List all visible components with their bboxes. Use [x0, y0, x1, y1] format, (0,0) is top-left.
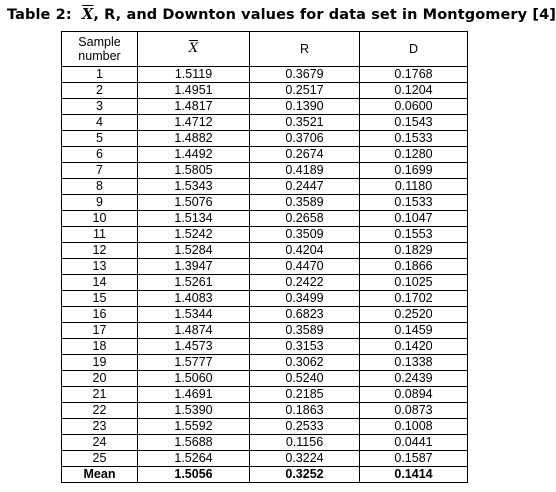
cell-sample-number: 12	[62, 243, 138, 259]
cell-r: 0.3499	[250, 291, 360, 307]
cell-r: 0.4204	[250, 243, 360, 259]
header-r: R	[250, 32, 360, 67]
cell-d: 0.0600	[360, 99, 468, 115]
cell-d: 0.1587	[360, 451, 468, 467]
cell-xbar: 1.5060	[138, 371, 250, 387]
caption-xbar-symbol: $\overline{X}$	[82, 6, 94, 23]
cell-r: 0.2658	[250, 211, 360, 227]
table-row	[62, 227, 468, 243]
cell-xbar: 1.4083	[138, 291, 250, 307]
table-row	[62, 99, 468, 115]
cell-xbar: 1.5242	[138, 227, 250, 243]
cell-xbar: 1.5284	[138, 243, 250, 259]
cell-r: 0.3589	[250, 323, 360, 339]
cell-d: 0.1829	[360, 243, 468, 259]
table-row	[62, 147, 468, 163]
table-row	[62, 195, 468, 211]
cell-r: 0.4189	[250, 163, 360, 179]
cell-xbar: 1.5390	[138, 403, 250, 419]
cell-sample-number: 4	[62, 115, 138, 131]
table-row	[62, 323, 468, 339]
table-row	[62, 163, 468, 179]
table-row	[62, 387, 468, 403]
cell-d: 0.1768	[360, 67, 468, 83]
cell-sample-number: 7	[62, 163, 138, 179]
cell-sample-number: 11	[62, 227, 138, 243]
cell-xbar: 1.4882	[138, 131, 250, 147]
table-row	[62, 83, 468, 99]
cell-xbar: 1.5134	[138, 211, 250, 227]
cell-xbar: 1.5688	[138, 435, 250, 451]
cell-sample-number: 20	[62, 371, 138, 387]
cell-xbar: 1.4691	[138, 387, 250, 403]
table-row	[62, 243, 468, 259]
cell-xbar: 1.5119	[138, 67, 250, 83]
cell-r: 0.3153	[250, 339, 360, 355]
cell-d: 0.1866	[360, 259, 468, 275]
cell-d: 0.1459	[360, 323, 468, 339]
cell-sample-number: 18	[62, 339, 138, 355]
header-sample-line1: Sample	[78, 35, 121, 49]
table-body	[62, 67, 468, 483]
cell-r: 0.2674	[250, 147, 360, 163]
cell-r: 0.4470	[250, 259, 360, 275]
table-row	[62, 371, 468, 387]
cell-r: 0.3589	[250, 195, 360, 211]
cell-sample-number: 1	[62, 67, 138, 83]
cell-r: 0.1156	[250, 435, 360, 451]
cell-xbar: 1.5344	[138, 307, 250, 323]
table-row	[62, 307, 468, 323]
table-row	[62, 115, 468, 131]
cell-sample-number: 9	[62, 195, 138, 211]
cell-d: 0.1280	[360, 147, 468, 163]
cell-r: 0.3224	[250, 451, 360, 467]
mean-cell-xbar: 1.5056	[138, 467, 250, 483]
cell-sample-number: 5	[62, 131, 138, 147]
cell-sample-number: 25	[62, 451, 138, 467]
cell-d: 0.1543	[360, 115, 468, 131]
cell-sample-number: 16	[62, 307, 138, 323]
cell-xbar: 1.4712	[138, 115, 250, 131]
table-caption	[7, 6, 556, 23]
cell-d: 0.2520	[360, 307, 468, 323]
cell-d: 0.1008	[360, 419, 468, 435]
cell-r: 0.2517	[250, 83, 360, 99]
table-row	[62, 355, 468, 371]
cell-r: 0.2533	[250, 419, 360, 435]
data-table	[61, 31, 468, 483]
cell-d: 0.1338	[360, 355, 468, 371]
header-sample-line2: number	[78, 49, 121, 63]
cell-r: 0.2185	[250, 387, 360, 403]
cell-d: 0.0441	[360, 435, 468, 451]
header-d: D	[360, 32, 468, 67]
cell-sample-number: 17	[62, 323, 138, 339]
cell-d: 0.2439	[360, 371, 468, 387]
table-row	[62, 259, 468, 275]
cell-r: 0.5240	[250, 371, 360, 387]
cell-sample-number: 2	[62, 83, 138, 99]
cell-d: 0.0894	[360, 387, 468, 403]
table-row	[62, 339, 468, 355]
cell-sample-number: 23	[62, 419, 138, 435]
header-xbar: $\overline{X}$	[138, 32, 250, 67]
cell-xbar: 1.5592	[138, 419, 250, 435]
cell-sample-number: 3	[62, 99, 138, 115]
cell-d: 0.1699	[360, 163, 468, 179]
cell-d: 0.1025	[360, 275, 468, 291]
cell-d: 0.1180	[360, 179, 468, 195]
cell-sample-number: 24	[62, 435, 138, 451]
cell-xbar: 1.4817	[138, 99, 250, 115]
cell-sample-number: 22	[62, 403, 138, 419]
cell-r: 0.1863	[250, 403, 360, 419]
cell-xbar: 1.4492	[138, 147, 250, 163]
cell-d: 0.1047	[360, 211, 468, 227]
cell-d: 0.1533	[360, 131, 468, 147]
table-row	[62, 435, 468, 451]
cell-sample-number: 10	[62, 211, 138, 227]
header-row	[62, 32, 468, 67]
cell-d: 0.0873	[360, 403, 468, 419]
cell-sample-number: 19	[62, 355, 138, 371]
cell-xbar: 1.5343	[138, 179, 250, 195]
mean-cell-d: 0.1414	[360, 467, 468, 483]
cell-sample-number: 8	[62, 179, 138, 195]
table-row	[62, 67, 468, 83]
cell-d: 0.1204	[360, 83, 468, 99]
cell-d: 0.1420	[360, 339, 468, 355]
cell-r: 0.3706	[250, 131, 360, 147]
cell-d: 0.1702	[360, 291, 468, 307]
table-row	[62, 131, 468, 147]
mean-row	[62, 467, 468, 483]
cell-d: 0.1553	[360, 227, 468, 243]
cell-r: 0.3509	[250, 227, 360, 243]
mean-label: Mean	[62, 467, 138, 483]
table-row	[62, 403, 468, 419]
cell-xbar: 1.5261	[138, 275, 250, 291]
table-row	[62, 451, 468, 467]
cell-xbar: 1.5805	[138, 163, 250, 179]
cell-xbar: 1.5777	[138, 355, 250, 371]
table-header	[62, 32, 468, 67]
cell-r: 0.2447	[250, 179, 360, 195]
mean-cell-r: 0.3252	[250, 467, 360, 483]
caption-text: , R, and Downton values for data set in Montgomery [4]	[93, 7, 556, 23]
header-sample-number	[62, 32, 138, 67]
cell-sample-number: 15	[62, 291, 138, 307]
table-row	[62, 291, 468, 307]
cell-r: 0.1390	[250, 99, 360, 115]
cell-sample-number: 14	[62, 275, 138, 291]
cell-xbar: 1.4951	[138, 83, 250, 99]
cell-r: 0.3062	[250, 355, 360, 371]
cell-r: 0.3679	[250, 67, 360, 83]
cell-xbar: 1.4573	[138, 339, 250, 355]
cell-sample-number: 13	[62, 259, 138, 275]
cell-xbar: 1.3947	[138, 259, 250, 275]
table-row	[62, 179, 468, 195]
cell-r: 0.6823	[250, 307, 360, 323]
table-row	[62, 275, 468, 291]
table-row	[62, 211, 468, 227]
cell-r: 0.2422	[250, 275, 360, 291]
cell-xbar: 1.5076	[138, 195, 250, 211]
caption-prefix: Table 2:	[7, 7, 72, 23]
cell-sample-number: 6	[62, 147, 138, 163]
cell-sample-number: 21	[62, 387, 138, 403]
cell-xbar: 1.4874	[138, 323, 250, 339]
table-row	[62, 419, 468, 435]
cell-r: 0.3521	[250, 115, 360, 131]
cell-d: 0.1533	[360, 195, 468, 211]
cell-xbar: 1.5264	[138, 451, 250, 467]
